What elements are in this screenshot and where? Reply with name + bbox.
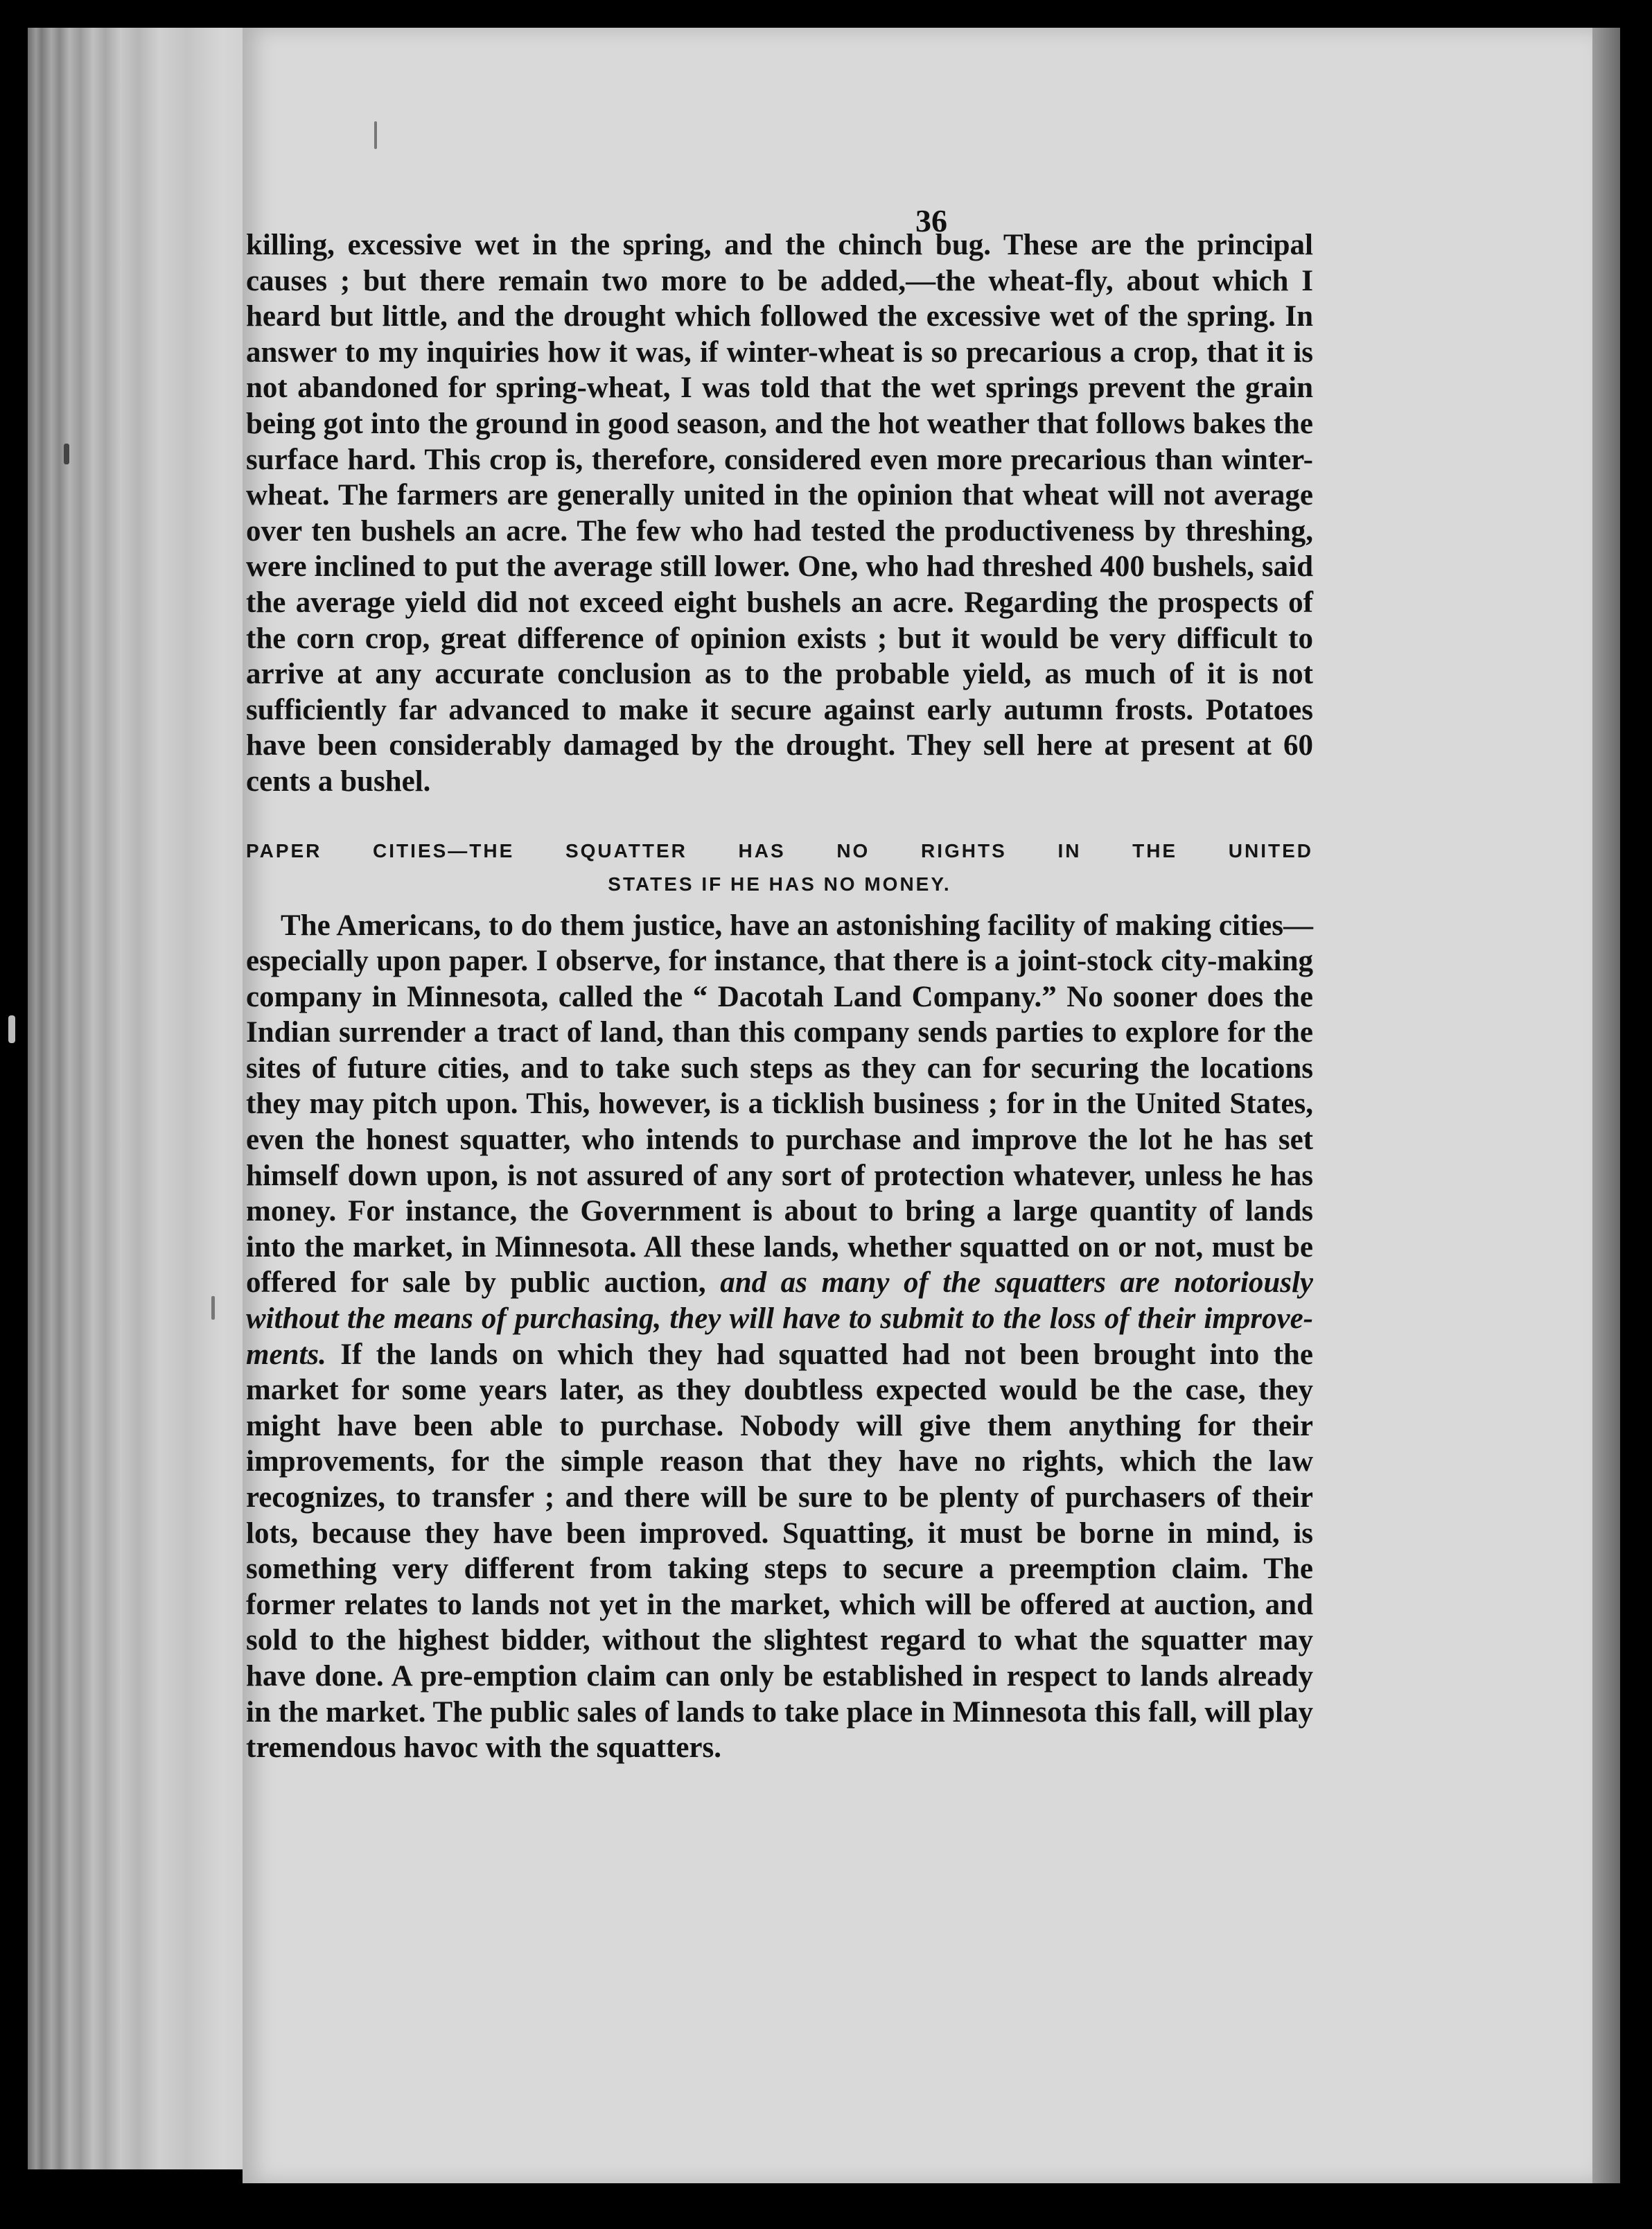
page-gutter-shadow xyxy=(1592,28,1620,2183)
page-number: 36 xyxy=(915,203,947,238)
paragraph-paper-cities xyxy=(246,908,1313,1766)
section-heading-line-2: STATES IF HE HAS NO MONEY. xyxy=(608,873,951,895)
paragraph-text-part-1: The Americans, to do them justice, have an astonishing facility of making cities—especially upon paper. I observe, for instance, that there is a joint-stock city-making company in Minnesota, called the “ Dacotah Land Company.” No sooner does the Indian surrender a tract of land, than this company sends parties to explore for the sites of future cities, and to take such steps as they can for securing the locations they may pitch upon. This, however, is a ticklish business ; for in the United States, even the honest squatter, who intends to purchase and improve the lot he has set himself down upon, is not assured of any sort of protection whatever, unless he has money. For instance, the Government is about to bring a large quantity of lands into the market, in Minnesota. All these lands, whether squatted on or not, must be offered for sale by public auction, xyxy=(246,909,1313,1300)
scan-speck xyxy=(211,1296,215,1320)
scan-speck xyxy=(374,121,377,149)
paragraph-italic-passage: and as many of the squatters are notoriously without the means of purchasing, they will have to submit to the loss of their improvements. xyxy=(246,1266,1314,1371)
section-heading xyxy=(246,834,1313,901)
body-text xyxy=(246,227,1313,1766)
stacked-page-edges xyxy=(28,28,249,2169)
scan-speck xyxy=(64,444,69,464)
scan-speck xyxy=(8,1015,15,1043)
paragraph-continued: killing, excessive wet in the spring, and the chinch bug. These are the principal causes ; but there remain two more to be added,—the wheat-fly, about which I heard but little, and the drought which followed the excessive wet of the spring. In answer to my inquiries how it was, if winter-wheat is so precarious a crop, that it is not abandoned for spring-wheat, I was told that the wet springs prevent the grain being got into the ground in good season, and the hot weather that follows bakes the surface hard. This crop is, therefore, considered even more precarious than winter-wheat. The farmers are generally united in the opinion that wheat will not average over ten bushels an acre. The few who had tested the productiveness by threshing, were inclined to put the average still lower. One, who had threshed 400 bushels, said the average yield did not exceed eight bushels an acre. Regarding the prospects of the corn crop, great difference of opinion exists ; but it would be very difficult to arrive at any accurate conclusion as to the probable yield, as much of it is not sufficiently far advanced to make it secure against early autumn frosts. Potatoes have been considerably damaged by the drought. They sell here at present at 60 cents a bushel. xyxy=(246,229,1313,798)
section-heading-line-1: PAPER CITIES—THE SQUATTER HAS NO RIGHTS IN THE UNITED xyxy=(246,839,1313,862)
paragraph-text-part-2: If the lands on which they had squatted had not been brought into the market for some years later, as they doubtless expected would be the case, they might have been able to purchase. Nobody will give them anything for their improvements, for the simple reason that they have no rights, which the law recognizes, to transfer ; and there will be sure to be plenty of purchasers of their lots, because they have been improved. Squatting, it must be borne in mind, is something very different from taking steps to secure a preemption claim. The former relates to lands not yet in the market, which will be offered at auction, and sold to the highest bidder, without the slightest regard to what the squatter may have done. A pre-emption claim can only be established in respect to lands already in the market. The public sales of lands to take place in Minnesota this fall, will play tremendous havoc with the squatters. xyxy=(246,1338,1313,1765)
